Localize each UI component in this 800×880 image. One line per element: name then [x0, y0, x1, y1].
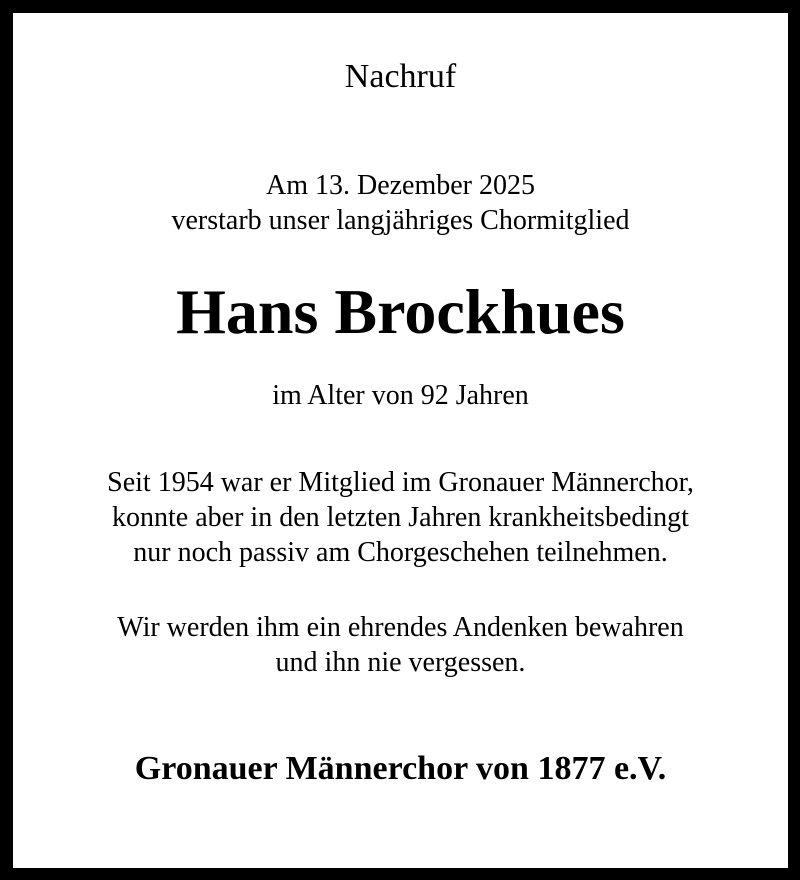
- paragraph-line: Wir werden ihm ein ehrendes Andenken bewahren: [117, 612, 684, 643]
- paragraph-line: und ihn nie vergessen.: [275, 647, 526, 678]
- deceased-name: Hans Brockhues: [176, 276, 625, 347]
- intro-date-line: Am 13. Dezember 2025: [265, 170, 536, 201]
- membership-paragraph: [13, 465, 788, 570]
- remembrance-paragraph: [13, 610, 788, 680]
- paragraph-line: konnte aber in den letzten Jahren krankheitsbedingt: [112, 502, 689, 533]
- signature: Gronauer Männerchor von 1877 e.V.: [134, 750, 667, 787]
- paragraph-line: Seit 1954 war er Mitglied im Gronauer Männerchor,: [107, 467, 694, 498]
- heading: Nachruf: [344, 58, 457, 95]
- obituary-notice: [13, 13, 788, 868]
- intro-text-line: verstarb unser langjähriges Chormitglied: [171, 205, 630, 236]
- age-line: im Alter von 92 Jahren: [272, 380, 529, 411]
- paragraph-line: nur noch passiv am Chorgeschehen teilnehmen.: [133, 537, 668, 568]
